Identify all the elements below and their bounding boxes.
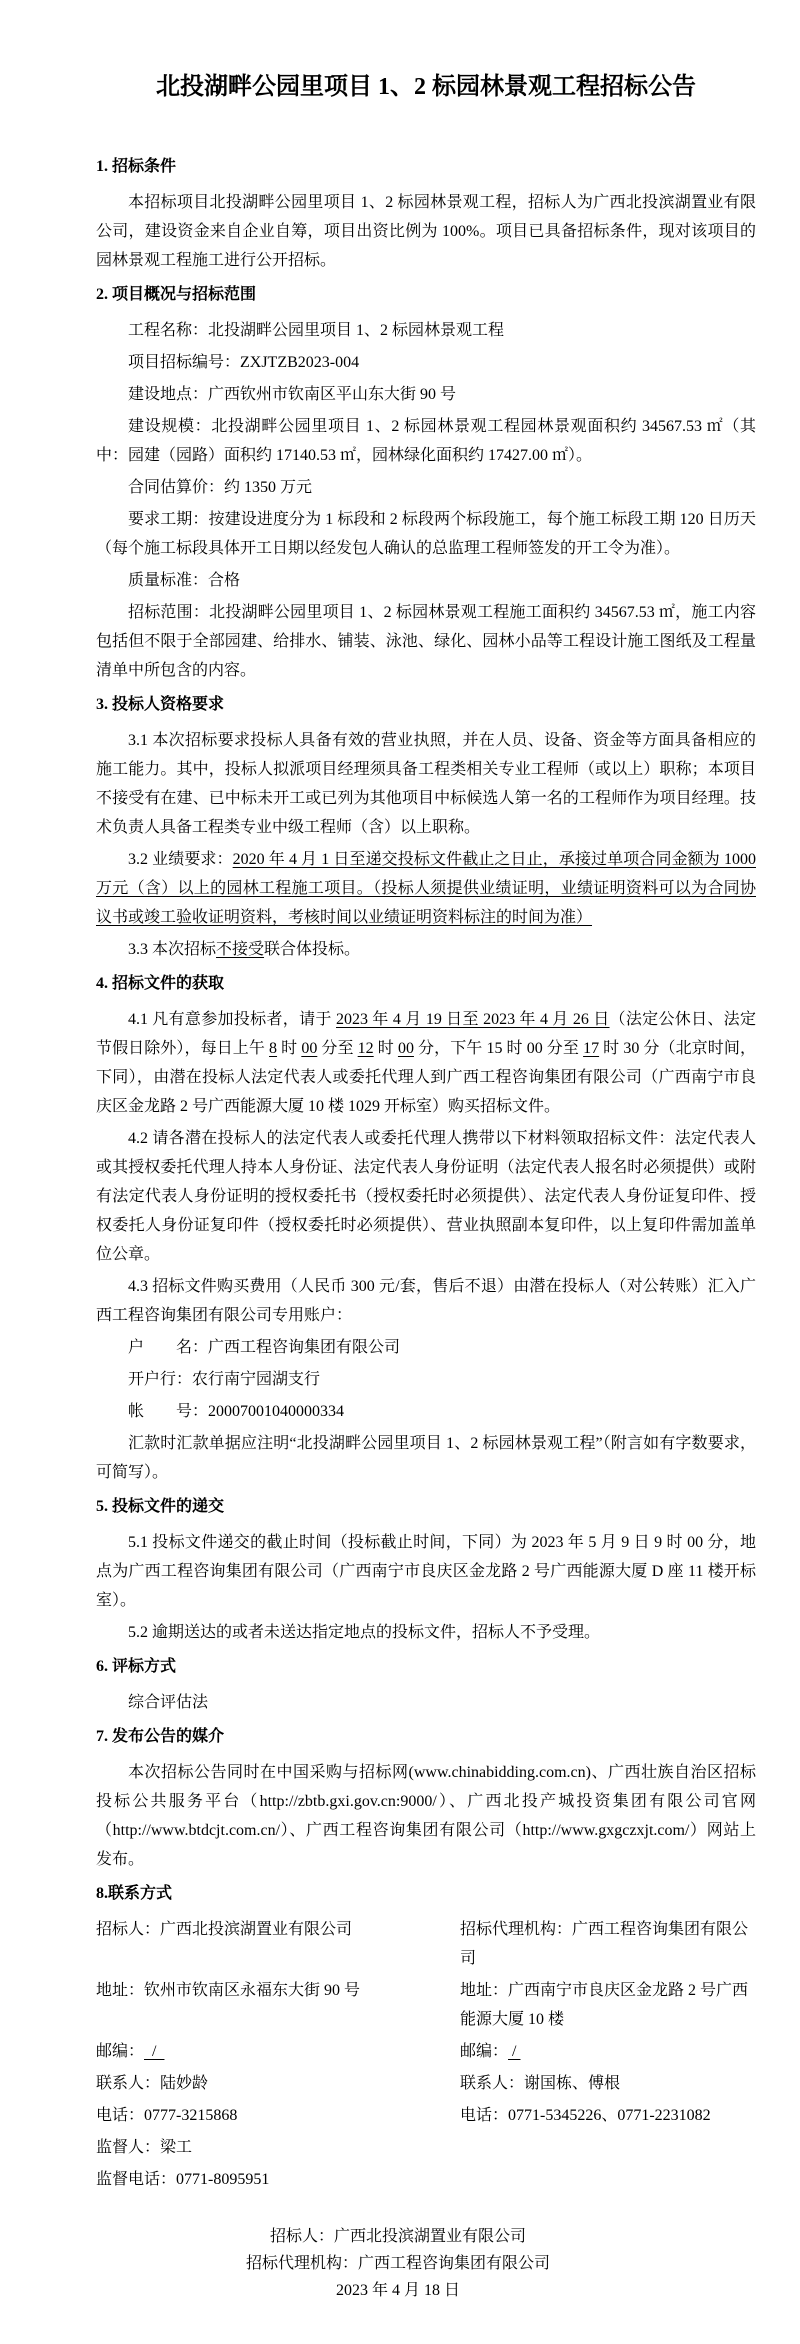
bidder-address-line: 地址：钦州市钦南区永福东大街 90 号 <box>96 1982 361 1999</box>
bidder-name-line: 招标人：广西北投滨湖置业有限公司 <box>96 1921 353 1938</box>
bidder-contact-line: 联系人：陆妙龄 <box>96 2075 209 2092</box>
section-4-heading: 4. 招标文件的获取 <box>96 975 225 992</box>
signature-block <box>96 2223 700 2344</box>
bidder-phone-line: 电话：0777-3215868 <box>96 2107 238 2124</box>
section-7-heading: 7. 发布公告的媒介 <box>96 1728 225 1745</box>
clause-4-1-run: 时 30 分（北京时间，下同），由潜在投标人法定代表人或委托代理人到广西工程咨询集团有限公司（广西南宁市良庆区金龙路 2 号广西能源大厦 10 楼 1029 开标室）购买招标文件。 <box>96 1040 756 1115</box>
section-5-heading: 5. 投标文件的递交 <box>96 1498 225 1515</box>
bidder-postcode-label: 邮编： <box>96 2043 145 2060</box>
agency-postcode-label: 邮编： <box>460 2043 509 2060</box>
clause-3-2 <box>96 845 756 932</box>
document-title: 北投湖畔公园里项目 1、2 标园林景观工程招标公告 <box>156 74 696 100</box>
clause-4-2: 4.2 请各潜在投标人的法定代表人或委托代理人携带以下材料领取招标文件：法定代表人或其授权委托代理人持本人身份证、法定代表人身份证明（法定代表人报名时必须提供）或附有法定代表人身份证明的授权委托书（授权委托时必须提供）、法定代表人身份证复印件、授权委托人身份证复印件（授权委托时必须提供）、营业执照副本复印件，以上复印件需加盖单位公章。 <box>96 1130 756 1263</box>
bidder-postcode-line <box>96 2037 460 2066</box>
clause-4-1-underlined-run: 12 <box>357 1040 374 1057</box>
section-2-heading: 2. 项目概况与招标范围 <box>96 286 257 303</box>
construction-period-line: 要求工期：按建设进度分为 1 标段和 2 标段两个标段施工，每个施工标段工期 120 日历天（每个施工标段具体开工日期以经发包人确认的总监理工程师签发的开工令为准）。 <box>96 511 756 557</box>
section-1-paragraph: 本招标项目北投湖畔公园里项目 1、2 标园林景观工程，招标人为广西北投滨湖置业有限公司，建设资金来自企业自筹，项目出资比例为 100%。项目已具备招标条件，现对该项目的园林景观工程施工进行公开招标。 <box>96 194 756 269</box>
section-contact-info <box>96 1879 756 2197</box>
clause-5-1: 5.1 投标文件递交的截止时间（投标截止时间，下同）为 2023 年 5 月 9 日 9 时 00 分，地点为广西工程咨询集团有限公司（广西南宁市良庆区金龙路 2 号广西能源大厦 D 座 11 楼开标室）。 <box>96 1534 756 1609</box>
construction-scale-line: 建设规模：北投湖畔公园里项目 1、2 标园林景观工程园林景观面积约 34567.53 ㎡（其中：园建（园路）面积约 17140.53 ㎡，园林绿化面积约 17427.00 ㎡）。 <box>96 418 756 464</box>
announcement-media-paragraph: 本次招标公告同时在中国采购与招标网(www.chinabidding.com.cn)、广西壮族自治区招标投标公共服务平台（http://zbtb.gxi.gov.cn:9000/）、广西北投产城投资集团有限公司官网（http://www.btdcjt.com.cn/）、广西工程咨询集团有限公司（http://www.gxgczxjt.com/）网站上发布。 <box>96 1764 756 1868</box>
clause-4-1-run: 分至 <box>317 1040 358 1057</box>
clause-4-1-run: 4.1 凡有意参加投标者，请于 <box>128 1011 336 1028</box>
clause-3-2-label: 3.2 业绩要求： <box>128 851 233 868</box>
account-bank-line: 开户行：农行南宁园湖支行 <box>128 1371 321 1388</box>
clause-4-1-run: 时 <box>277 1040 302 1057</box>
agency-phone-line: 电话：0771-5345226、0771-2231082 <box>460 2107 711 2124</box>
clause-3-1: 3.1 本次招标要求投标人具备有效的营业执照，并在人员、设备、资金等方面具备相应的施工能力。其中，投标人拟派项目经理须具备工程类相关专业工程师（或以上）职称；本项目不接受有在建、已中标未开工或已列为其他项目中标候选人第一名的工程师作为项目经理。技术负责人具备工程类专业中级工程师（含）以上职称。 <box>96 732 756 836</box>
supervisor-name-line: 监督人：梁工 <box>96 2139 193 2156</box>
section-bidding-conditions <box>96 152 756 275</box>
section-announcement-media <box>96 1722 756 1874</box>
section-6-heading: 6. 评标方式 <box>96 1658 177 1675</box>
clause-4-3: 4.3 招标文件购买费用（人民币 300 元/套，售后不退）由潜在投标人（对公转账）汇入广西工程咨询集团有限公司专用账户： <box>96 1278 756 1324</box>
agency-address-line: 地址：广西南宁市良庆区金龙路 2 号广西能源大厦 10 楼 <box>460 1982 749 2028</box>
clause-4-1 <box>96 1005 756 1121</box>
contact-columns <box>96 1915 756 2197</box>
clause-4-1-underlined-run: 00 <box>301 1040 318 1057</box>
section-obtaining-documents <box>96 969 756 1487</box>
clause-4-1-underlined-run: 17 <box>583 1040 600 1057</box>
clause-4-1-underlined-run: 00 <box>397 1040 414 1057</box>
clause-3-2-underlined-run: 2020 年 4 月 1 日至递交投标文件截止之日止，承接过单项合同金额为 1000 万元（含）以上的园林工程施工项目。（投标人须提供业绩证明，业绩证明资料可以为合同协议书或竣工验收证明资料，考核时间以业绩证明资料标注的时间为准） <box>96 851 756 926</box>
clause-4-1-run: 时 <box>373 1040 398 1057</box>
evaluation-method-line: 综合评估法 <box>128 1694 209 1711</box>
section-bidder-qualifications <box>96 690 756 964</box>
contract-estimate-line: 合同估算价：约 1350 万元 <box>128 479 313 496</box>
empty-cell <box>460 2133 756 2162</box>
empty-cell <box>460 2165 756 2194</box>
bidder-postcode-value: / <box>144 2043 165 2060</box>
clause-4-1-run: 分，下午 15 时 00 分至 <box>413 1040 584 1057</box>
signature-bidder-line: 招标人：广西北投滨湖置业有限公司 <box>269 2228 526 2245</box>
signature-date-line: 2023 年 4 月 18 日 <box>335 2282 460 2299</box>
agency-contact-line: 联系人：谢国栋、傅根 <box>460 2075 621 2092</box>
section-project-overview <box>96 280 756 685</box>
quality-standard-line: 质量标准：合格 <box>128 572 241 589</box>
agency-postcode-line <box>460 2037 756 2066</box>
clause-3-3 <box>96 935 756 964</box>
clause-5-2: 5.2 逾期送达的或者未送达指定地点的投标文件，招标人不予受理。 <box>128 1624 601 1641</box>
clause-3-3-pre: 3.3 本次招标 <box>128 941 217 958</box>
clause-3-3-post: 联合体投标。 <box>264 941 361 958</box>
supervisor-phone-line: 监督电话：0771-8095951 <box>96 2171 270 2188</box>
section-8-heading: 8.联系方式 <box>96 1885 173 1902</box>
construction-site-line: 建设地点：广西钦州市钦南区平山东大街 90 号 <box>128 386 457 403</box>
clause-3-3-underlined-run: 不接受 <box>216 941 265 958</box>
clause-4-1-date-range-underlined: 2023 年 4 月 19 日至 2023 年 4 月 26 日 <box>336 1011 610 1028</box>
account-holder-line: 户 名：广西工程咨询集团有限公司 <box>128 1339 401 1356</box>
tender-scope-line: 招标范围：北投湖畔公园里项目 1、2 标园林景观工程施工面积约 34567.53 ㎡，施工内容包括但不限于全部园建、给排水、铺装、泳池、绿化、园林小品等工程设计施工图纸及工程量清单中所包含的内容。 <box>96 604 756 679</box>
section-bid-submission <box>96 1492 756 1647</box>
signature-agency-line: 招标代理机构：广西工程咨询集团有限公司 <box>245 2255 550 2272</box>
remittance-note: 汇款时汇款单据应注明“北投湖畔公园里项目 1、2 标园林景观工程”（附言如有字数要求，可简写）。 <box>96 1435 756 1481</box>
agency-name-line: 招标代理机构：广西工程咨询集团有限公司 <box>460 1921 749 1967</box>
account-number-line: 帐 号：20007001040000334 <box>128 1403 345 1420</box>
tender-number-line: 项目招标编号：ZXJTZB2023-004 <box>128 354 360 371</box>
section-3-heading: 3. 投标人资格要求 <box>96 696 225 713</box>
clause-4-1-underlined-run: 8 <box>269 1040 278 1057</box>
section-1-heading: 1. 招标条件 <box>96 158 177 175</box>
agency-postcode-value: / <box>508 2043 521 2060</box>
section-evaluation-method <box>96 1652 756 1717</box>
clause-4-1-run: （法定公休日、法定节假日除外），每日上午 <box>96 1011 756 1057</box>
project-name-line: 工程名称：北投湖畔公园里项目 1、2 标园林景观工程 <box>128 322 505 339</box>
